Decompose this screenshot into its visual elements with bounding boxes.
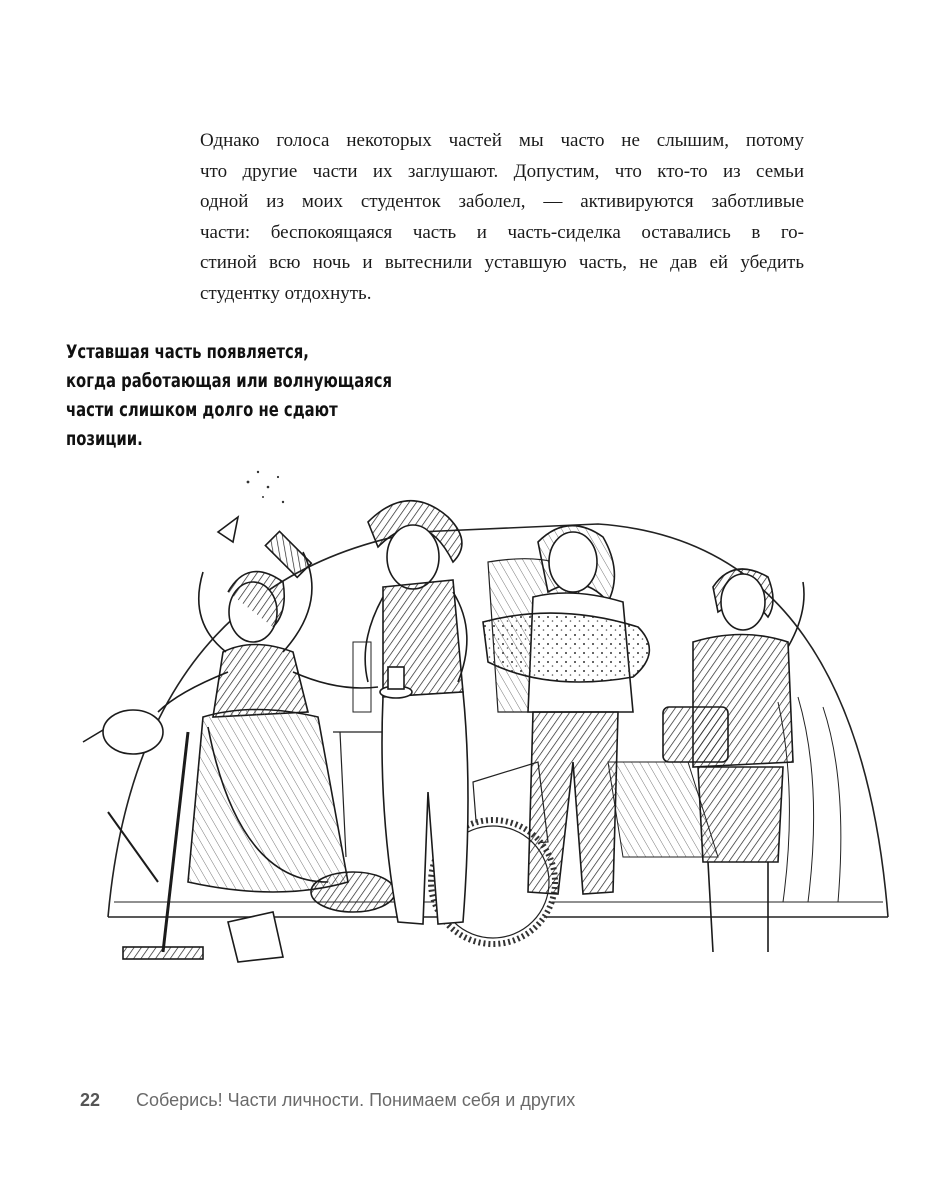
paragraph-line: Однако голоса некоторых частей мы часто не слышим, потому xyxy=(200,130,804,151)
multi-armed-woman-figure xyxy=(83,517,395,962)
business-woman-figure xyxy=(663,569,804,952)
page-footer xyxy=(80,1090,575,1111)
illustration-caption xyxy=(66,338,393,454)
page-number: 22 xyxy=(80,1090,101,1110)
frazzled-woman-figure xyxy=(365,501,468,924)
paragraph-line: что другие части их заглушают. Допустим, что кто-то из семьи xyxy=(200,160,804,182)
caption-line: Уставшая часть появляется, xyxy=(66,341,309,363)
parts-illustration xyxy=(78,462,898,982)
spray-sparkles xyxy=(247,471,285,503)
caption-line: когда работающая или волнующаяся xyxy=(66,370,393,392)
book-title: Соберись! Части личности. Понимаем себя и других xyxy=(136,1090,576,1110)
paragraph-line: стиной всю ночь и вытеснили уставшую часть, не дав ей убедить xyxy=(200,252,804,273)
paragraph-line: студентку отдохнуть. xyxy=(200,282,372,304)
body-paragraph xyxy=(200,126,804,309)
paragraph-line: одной из моих студенток заболел, — активируются заботливые xyxy=(200,191,804,212)
caption-line: части слишком долго не сдают xyxy=(66,399,338,421)
caption-line: позиции. xyxy=(66,428,143,450)
paragraph-line: части: беспокоящаяся часть и часть-сиделка оставались в го- xyxy=(200,221,804,243)
